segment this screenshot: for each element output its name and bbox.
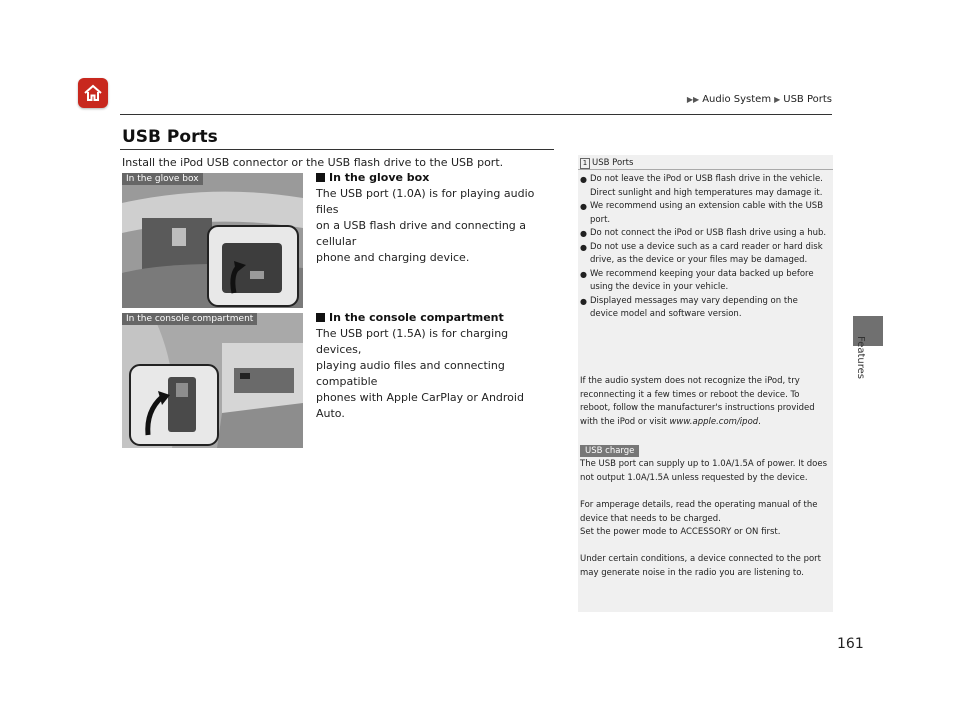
section-heading-text: In the glove box bbox=[329, 171, 430, 184]
body-line: phones with Apple CarPlay or Android Auto. bbox=[316, 391, 524, 420]
note-paragraph: For amperage details, read the operating manual of the device that needs to be charged. bbox=[580, 500, 818, 524]
note-paragraph: Set the power mode to ACCESSORY or ON first. bbox=[580, 527, 781, 537]
breadcrumb-item[interactable]: Audio System bbox=[702, 94, 772, 105]
glove-box-section bbox=[316, 171, 556, 266]
breadcrumb-arrow-icon: ▶▶ bbox=[686, 95, 700, 104]
breadcrumb-item[interactable]: USB Ports bbox=[783, 94, 832, 105]
body-line: phone and charging device. bbox=[316, 251, 470, 264]
title-divider bbox=[120, 149, 554, 150]
paragraph-text: If the audio system does not recognize the iPod, try reconnecting it a few times or reboot the device. To reboot, follow the manufacturer's instructions provided with the iPod or visit bbox=[580, 376, 815, 427]
body-line: on a USB flash drive and connecting a cellular bbox=[316, 219, 527, 248]
note-paragraph: The USB port can supply up to 1.0A/1.5A of power. It does not output 1.0A/1.5A unless requested by the device. bbox=[580, 459, 827, 483]
section-heading-text: In the console compartment bbox=[329, 311, 504, 324]
console-compartment-section bbox=[316, 311, 556, 422]
usb-charge-badge: USB charge bbox=[580, 445, 639, 457]
section-heading bbox=[316, 311, 556, 324]
section-body bbox=[316, 186, 556, 266]
list-item: ● Do not connect the iPod or USB flash drive using a hub. bbox=[580, 227, 828, 241]
list-item: ● Do not use a device such as a card reader or hard disk drive, as the device or your files may be damaged. bbox=[580, 241, 828, 268]
photo-label: In the console compartment bbox=[122, 313, 257, 325]
header-divider bbox=[120, 114, 832, 115]
square-bullet-icon bbox=[316, 313, 325, 322]
info-note-panel bbox=[578, 155, 833, 612]
note-marker-icon: 1 bbox=[580, 158, 590, 169]
photo-label: In the glove box bbox=[122, 173, 203, 185]
paragraph-end: . bbox=[758, 416, 761, 427]
home-icon bbox=[83, 83, 103, 103]
square-bullet-icon bbox=[316, 173, 325, 182]
glove-box-photo bbox=[122, 173, 303, 308]
note-paragraph: Under certain conditions, a device connected to the port may generate noise in the radio you are listening to. bbox=[580, 554, 822, 578]
side-tab-label: Features bbox=[855, 336, 866, 379]
breadcrumb bbox=[687, 94, 832, 105]
list-item: ● Do not leave the iPod or USB flash drive in the vehicle. Direct sunlight and high temperatures may damage it. bbox=[580, 173, 828, 200]
note-divider bbox=[578, 169, 833, 170]
intro-text: Install the iPod USB connector or the USB flash drive to the USB port. bbox=[122, 156, 504, 169]
apple-link[interactable]: www.apple.com/ipod bbox=[669, 416, 759, 427]
list-item: ● We recommend keeping your data backed up before using the device in your vehicle. bbox=[580, 268, 828, 295]
breadcrumb-arrow-icon: ▶ bbox=[774, 95, 781, 104]
home-button[interactable] bbox=[78, 78, 108, 108]
body-line: The USB port (1.0A) is for playing audio files bbox=[316, 187, 535, 216]
body-line: playing audio files and connecting compatible bbox=[316, 359, 505, 388]
page-title: USB Ports bbox=[122, 127, 218, 147]
page-number: 161 bbox=[837, 636, 864, 652]
section-heading bbox=[316, 171, 556, 184]
list-item: ● We recommend using an extension cable with the USB port. bbox=[580, 200, 828, 227]
note-paragraph bbox=[580, 375, 828, 429]
note-bullet-list bbox=[580, 173, 828, 322]
section-body bbox=[316, 326, 556, 422]
body-line: The USB port (1.5A) is for charging devices, bbox=[316, 327, 509, 356]
list-item: ● Displayed messages may vary depending on the device model and software version. bbox=[580, 295, 828, 322]
console-compartment-photo bbox=[122, 313, 303, 448]
note-title-text[interactable]: USB Ports bbox=[592, 158, 634, 168]
